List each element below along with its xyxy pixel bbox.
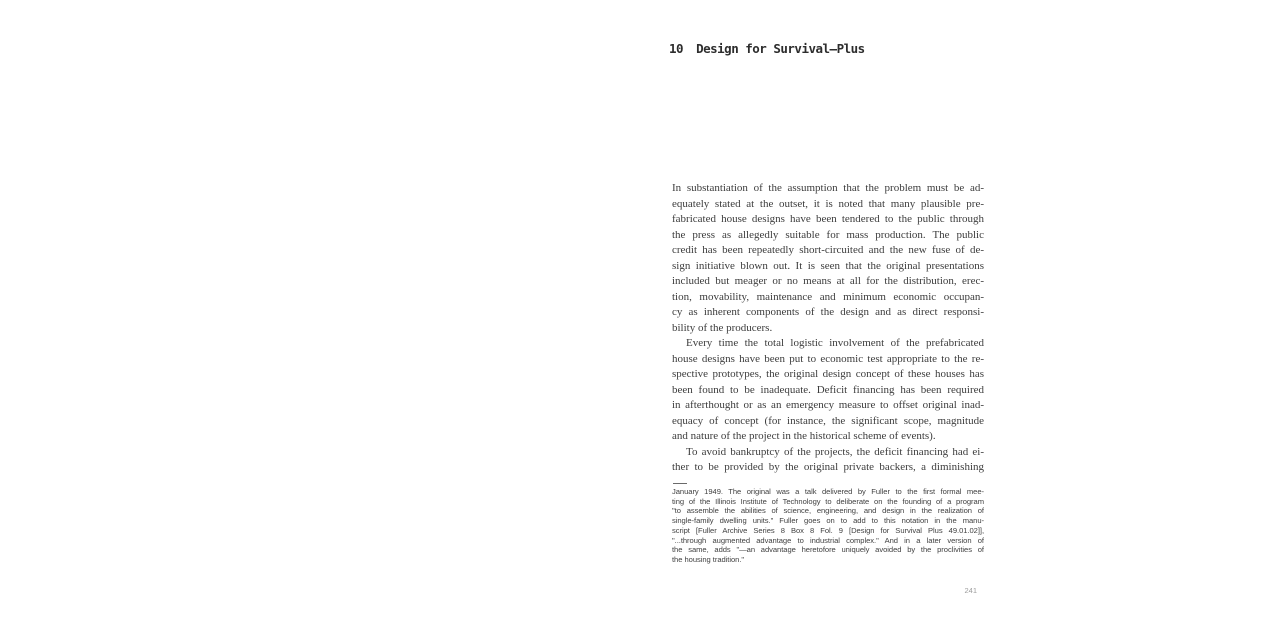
body-text-line: spective prototypes, the original design concept of these houses has xyxy=(672,368,984,380)
chapter-header xyxy=(669,41,865,56)
footnote-line: single-family dwelling units." Fuller goes on to add to this notation in the manu- xyxy=(672,516,984,526)
body-text-line: tion, movability, maintenance and minimum economic occupan- xyxy=(672,290,984,303)
footnote-line: the housing tradition." xyxy=(672,554,745,564)
body-text-line: been found to be inadequate. Deficit financing has been required xyxy=(672,383,984,396)
body-text-line: sign initiative blown out. It is seen that the original presentations xyxy=(672,259,984,272)
footnote-line: "...through augmented advantage to industrial complex." And in a later version of xyxy=(672,535,984,545)
body-text-line: bility of the producers. xyxy=(672,321,773,334)
footnote-line: "to assemble the abilities of science, engineering, and design in the realization of xyxy=(672,506,984,516)
footnote xyxy=(672,487,984,565)
body-text-line: Every time the total logistic involvement of the prefabricated xyxy=(686,337,984,349)
body-text-line: cy as inherent components of the design and as direct responsi- xyxy=(672,306,984,318)
chapter-title: Design for Survival—Plus xyxy=(696,41,865,56)
footnote-rule xyxy=(673,483,687,484)
footnote-line: January 1949. The original was a talk delivered by Fuller to the first formal mee- xyxy=(672,487,984,496)
page-number: 241 xyxy=(964,586,977,595)
body-text-line: equately stated at the outset, it is noted that many plausible pre- xyxy=(672,197,984,210)
body-text-line: equacy of concept (for instance, the significant scope, magnitude xyxy=(672,414,984,427)
chapter-number: 10 xyxy=(669,41,684,56)
body-text-line: included but meager or no means at all for the distribution, erec- xyxy=(672,275,984,287)
body-text-line: ther to be provided by the original private backers, a diminishing xyxy=(672,461,984,473)
footnote-line: ting of the Illinois Institute of Technology to deliberate on the founding of a program xyxy=(672,496,984,506)
body-text-line: To avoid bankruptcy of the projects, the deficit financing had ei- xyxy=(686,445,984,458)
body-text-line: the press as allegedly suitable for mass production. The public xyxy=(672,228,984,241)
footnote-line: the same, adds "—an advantage heretofore uniquely avoided by the proclivities of xyxy=(672,545,984,555)
body-text-line: in afterthought or as an emergency measure to offset original inad- xyxy=(672,399,984,411)
body-text-line: house designs have been put to economic test appropriate to the re- xyxy=(672,352,984,365)
footnote-line: script [Fuller Archive Series 8 Box 8 Fol. 9 [Design for Survival Plus 49.01.02]], xyxy=(672,525,984,535)
body-text-column xyxy=(672,181,984,476)
body-text-line: and nature of the project in the historical scheme of events). xyxy=(672,430,936,442)
body-text-line: fabricated house designs have been tendered to the public through xyxy=(672,213,984,225)
body-text-line: credit has been repeatedly short-circuited and the new fuse of de- xyxy=(672,244,984,256)
body-text-line: In substantiation of the assumption that the problem must be ad- xyxy=(672,182,984,194)
